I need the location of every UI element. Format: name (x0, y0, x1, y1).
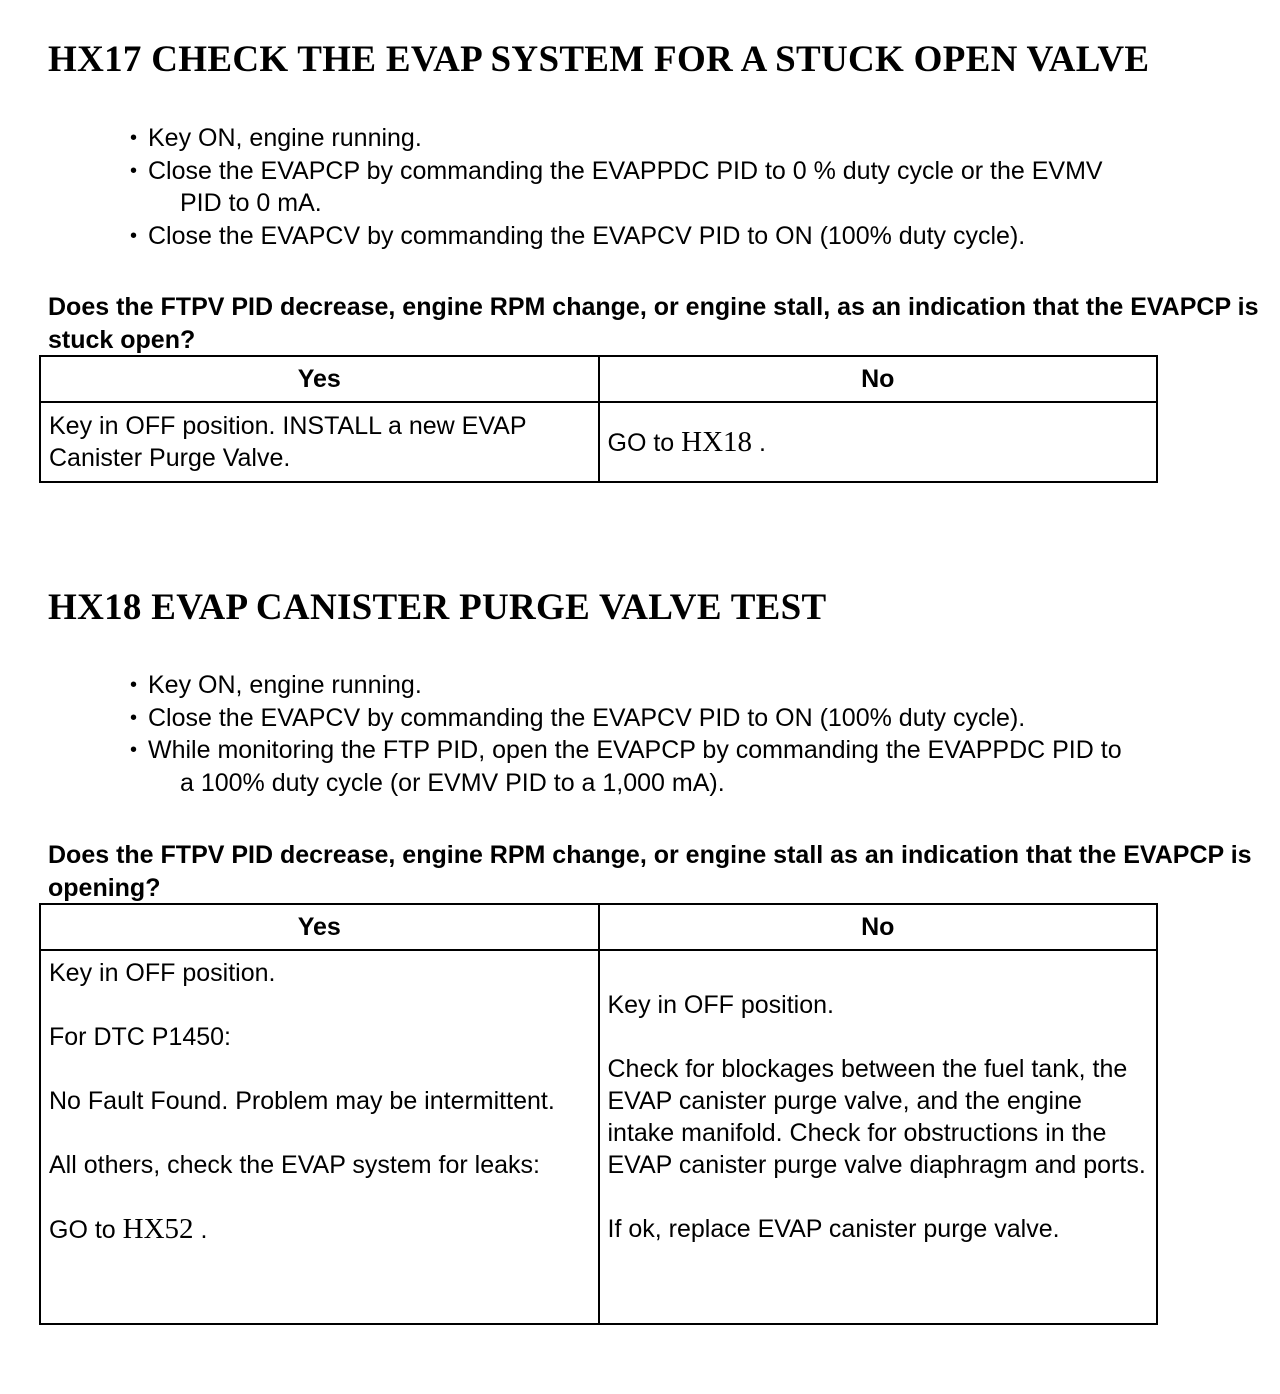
hx17-steps (130, 122, 1103, 252)
list-item: • Close the EVAPCP by commanding the EVAPPDC PID to 0 % duty cycle or the EVMV PID to 0 mA. (130, 156, 1103, 217)
list-item: • Close the EVAPCV by commanding the EVAPCV PID to ON (100% duty cycle). (130, 220, 1103, 253)
yes-header: Yes (40, 356, 599, 402)
list-item: • Key ON, engine running. (130, 669, 1122, 702)
bullet-icon: • (130, 739, 138, 761)
bullet-icon: • (130, 159, 138, 182)
hx18-title: HX18 EVAP CANISTER PURGE VALVE TEST (48, 587, 827, 628)
no-header: No (599, 904, 1158, 950)
bullet-icon: • (130, 127, 138, 149)
hx17-answer-table (39, 355, 1158, 483)
no-cell: GO to HX18 . (599, 402, 1158, 482)
bullet-icon: • (130, 706, 138, 729)
yes-cell: Key in OFF position. INSTALL a new EVAP Canister Purge Valve. (40, 402, 599, 482)
hx18-steps (130, 669, 1122, 799)
yes-header: Yes (40, 904, 599, 950)
hx18-question: Does the FTPV PID decrease, engine RPM change, or engine stall as an indication that the EVAPCP is opening? (48, 841, 1252, 902)
no-cell: Key in OFF position. Check for blockages between the fuel tank, the EVAP canister purge valve, and the engine intake manifold. Check for obstructions in the EVAP canister purge valve diaphragm and ports. If ok, replace EVAP canister purge valve. (599, 950, 1158, 1324)
yes-cell: Key in OFF position. For DTC P1450: No Fault Found. Problem may be intermittent. All others, check the EVAP system for leaks: GO to HX52 . (40, 950, 599, 1324)
hx18-answer-table (39, 903, 1158, 1325)
hx17-question: Does the FTPV PID decrease, engine RPM change, or engine stall, as an indication that the EVAPCP is stuck open? (48, 293, 1259, 354)
hx52-link[interactable]: HX52 (122, 1213, 194, 1245)
hx17-title: HX17 CHECK THE EVAP SYSTEM FOR A STUCK OPEN VALVE (48, 39, 1150, 80)
hx18-link[interactable]: HX18 (681, 425, 753, 458)
no-header: No (599, 356, 1158, 402)
bullet-icon: • (130, 674, 138, 696)
list-item: • Key ON, engine running. (130, 122, 1103, 155)
list-item: • Close the EVAPCV by commanding the EVAPCV PID to ON (100% duty cycle). (130, 702, 1122, 735)
bullet-icon: • (130, 224, 138, 247)
list-item: • While monitoring the FTP PID, open the EVAPCP by commanding the EVAPPDC PID to a 100% duty cycle (or EVMV PID to a 1,000 mA). (130, 736, 1122, 797)
